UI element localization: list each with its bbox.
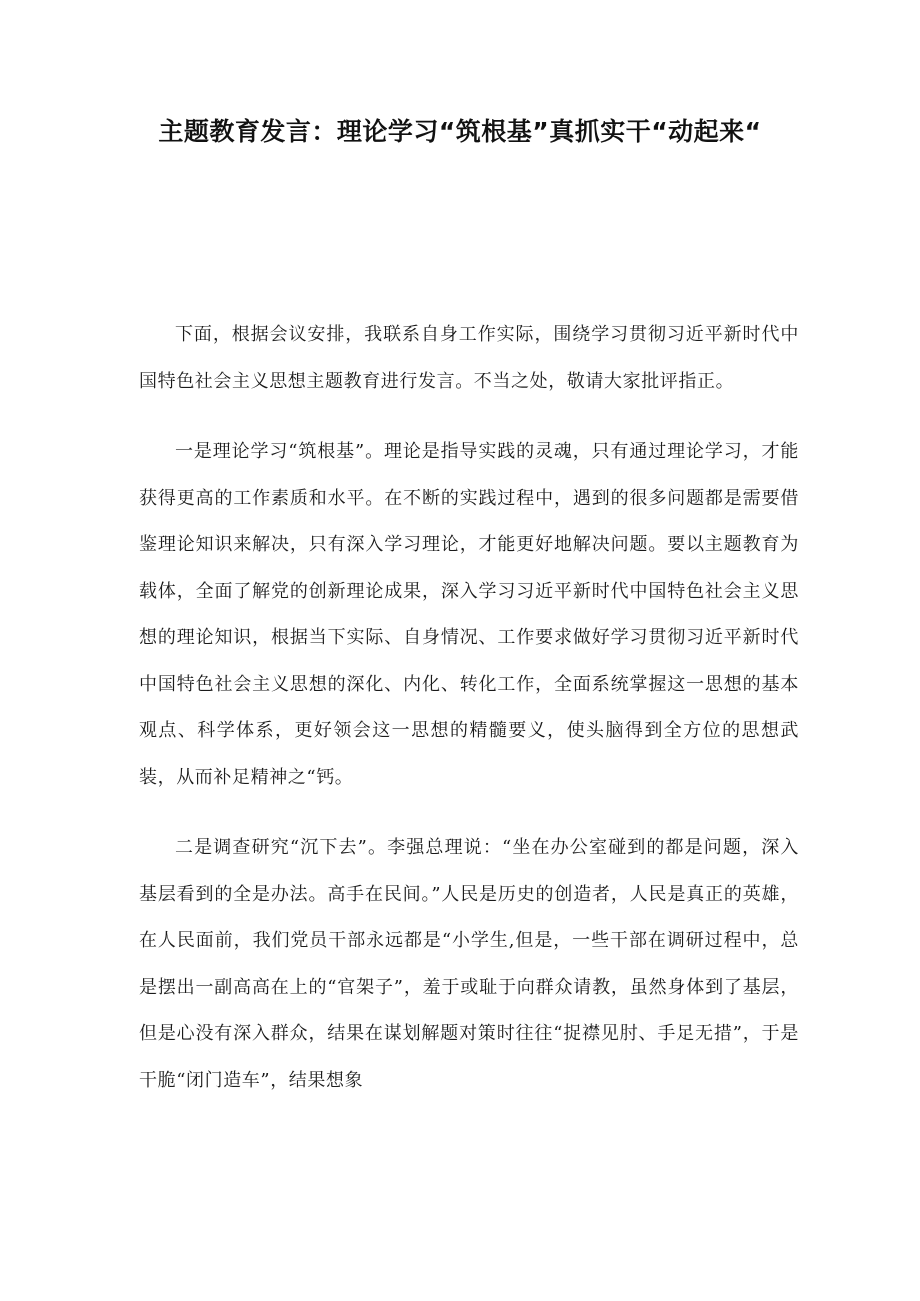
paragraph-intro: 下面，根据会议安排，我联系自身工作实际，围绕学习贯彻习近平新时代中国特色社会主义思想主题教育进行发言。不当之处，敬请大家批评指正。 bbox=[139, 324, 799, 392]
document-body bbox=[139, 312, 799, 1128]
paragraph-investigation: 二是调查研究“沉下去”。李强总理说：“坐在办公室碰到的都是问题，深入基层看到的全是办法。高手在民间。”人民是历史的创造者，人民是真正的英雄，在人民面前，我们党员干部永远都是“小学生,但是，一些干部在调研过程中，总是摆出一副高高在上的“官架子”，羞于或耻于向群众请教，虽然身体到了基层，但是心没有深入群众，结果在谋划解题对策时往往“捉襟见肘、手足无措”，于是干脆“闭门造车”，结果想象 bbox=[139, 837, 799, 1091]
paragraph-theory-study: 一是理论学习“筑根基”。理论是指导实践的灵魂，只有通过理论学习，才能获得更高的工作素质和水平。在不断的实践过程中，遇到的很多问题都是需要借鉴理论知识来解决，只有深入学习理论，才能更好地解决问题。要以主题教育为载体，全面了解党的创新理论成果，深入学习习近平新时代中国特色社会主义思想的理论知识，根据当下实际、自身情况、工作要求做好学习贯彻习近平新时代中国特色社会主义思想的深化、内化、转化工作，全面系统掌握这一思想的基本观点、科学体系，更好领会这一思想的精髓要义，使头脑得到全方位的思想武装，从而补足精神之“钙。 bbox=[139, 441, 799, 788]
document-title: 主题教育发言：理论学习“筑根基”真抓实干“动起来“ bbox=[158, 117, 762, 146]
